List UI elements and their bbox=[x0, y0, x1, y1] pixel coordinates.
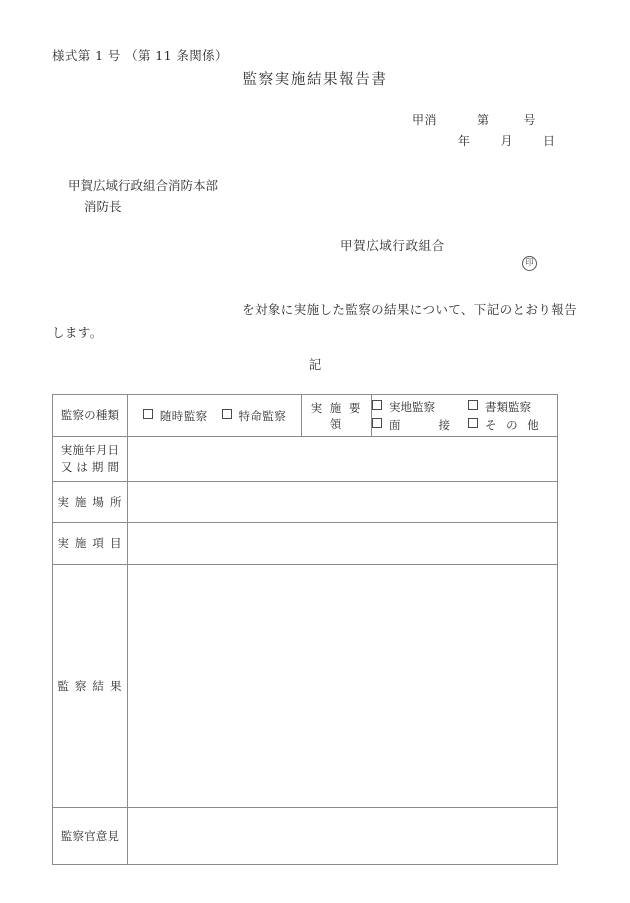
table-row-opinion bbox=[53, 808, 558, 865]
sender-organization: 甲賀広域行政組合 bbox=[340, 238, 445, 253]
document-date-line bbox=[412, 131, 556, 152]
method-option-shorui bbox=[468, 398, 564, 416]
table-row-items bbox=[53, 523, 558, 565]
body-text-line-2: します。 bbox=[52, 325, 103, 340]
document-number-line bbox=[412, 110, 556, 131]
checkbox-shorui-kansatsu[interactable] bbox=[468, 400, 478, 410]
cell-label-inspection-result: 監 察 結 果 bbox=[53, 565, 128, 808]
table-row-result bbox=[53, 565, 558, 808]
number-gou: 号 bbox=[523, 113, 537, 127]
label-sonota: そ の 他 bbox=[485, 417, 542, 432]
cell-label-method: 実 施 要 領 bbox=[302, 395, 372, 437]
table-row-period bbox=[53, 437, 558, 482]
method-option-jitchi bbox=[372, 398, 468, 416]
addressee-title: 消防長 bbox=[84, 199, 122, 214]
cell-label-inspection-type: 監察の種類 bbox=[53, 395, 128, 437]
date-year: 年 bbox=[458, 134, 471, 148]
label-tokumei-kansatsu: 特命監察 bbox=[238, 408, 287, 423]
label-mensetsu: 面 接 bbox=[389, 417, 455, 432]
label-jitchi-kansatsu: 実地監察 bbox=[389, 399, 435, 414]
addressee-block bbox=[68, 175, 218, 217]
checkbox-tokumei-kansatsu[interactable] bbox=[222, 409, 232, 419]
seal-stamp-placeholder bbox=[522, 255, 537, 271]
document-number-block bbox=[412, 110, 556, 152]
cell-label-implementation-items: 実 施 項 目 bbox=[53, 523, 128, 565]
number-dai: 第 bbox=[477, 113, 490, 127]
label-implementation-date-line2: 又 は 期 間 bbox=[60, 460, 120, 474]
cell-inspection-type-options bbox=[128, 395, 302, 437]
field-inspector-opinion[interactable] bbox=[128, 808, 558, 865]
checkbox-sonota[interactable] bbox=[468, 418, 478, 428]
field-implementation-place[interactable] bbox=[128, 482, 558, 523]
report-table bbox=[52, 394, 558, 865]
ki-marker: 記 bbox=[308, 357, 322, 372]
checkbox-jitchi-kansatsu[interactable] bbox=[372, 400, 382, 410]
page-title: 監察実施結果報告書 bbox=[242, 72, 388, 88]
cell-method-options bbox=[372, 395, 558, 437]
field-implementation-items[interactable] bbox=[128, 523, 558, 565]
method-option-mensetsu bbox=[372, 416, 468, 434]
checkbox-mensetsu[interactable] bbox=[372, 418, 382, 428]
method-row-2 bbox=[372, 416, 557, 434]
cell-label-inspector-opinion: 監察官意見 bbox=[53, 808, 128, 865]
table-row-place bbox=[53, 482, 558, 523]
form-code: 様式第 1 号 （第 11 条関係） bbox=[52, 48, 228, 63]
field-inspection-result[interactable] bbox=[128, 565, 558, 808]
label-zuiji-kansatsu: 随時監察 bbox=[159, 408, 208, 423]
method-option-sonota bbox=[468, 416, 564, 434]
seal-icon: 印 bbox=[522, 256, 537, 271]
cell-label-implementation-date bbox=[53, 437, 128, 482]
label-shorui-kansatsu: 書類監察 bbox=[485, 399, 531, 414]
label-implementation-date-line1: 実施年月日 bbox=[60, 443, 120, 457]
date-day: 日 bbox=[543, 134, 556, 148]
addressee-organization: 甲賀広域行政組合消防本部 bbox=[68, 178, 219, 193]
field-implementation-date[interactable] bbox=[128, 437, 558, 482]
method-row-1 bbox=[372, 398, 557, 416]
cell-label-implementation-place: 実 施 場 所 bbox=[53, 482, 128, 523]
table-row-header bbox=[53, 395, 558, 437]
checkbox-zuiji-kansatsu[interactable] bbox=[143, 409, 153, 419]
body-text bbox=[52, 298, 577, 344]
date-month: 月 bbox=[500, 134, 514, 148]
number-prefix: 甲消 bbox=[412, 113, 438, 127]
body-text-line-1: を対象に実施した監察の結果について、下記のとおり報告 bbox=[242, 302, 577, 317]
